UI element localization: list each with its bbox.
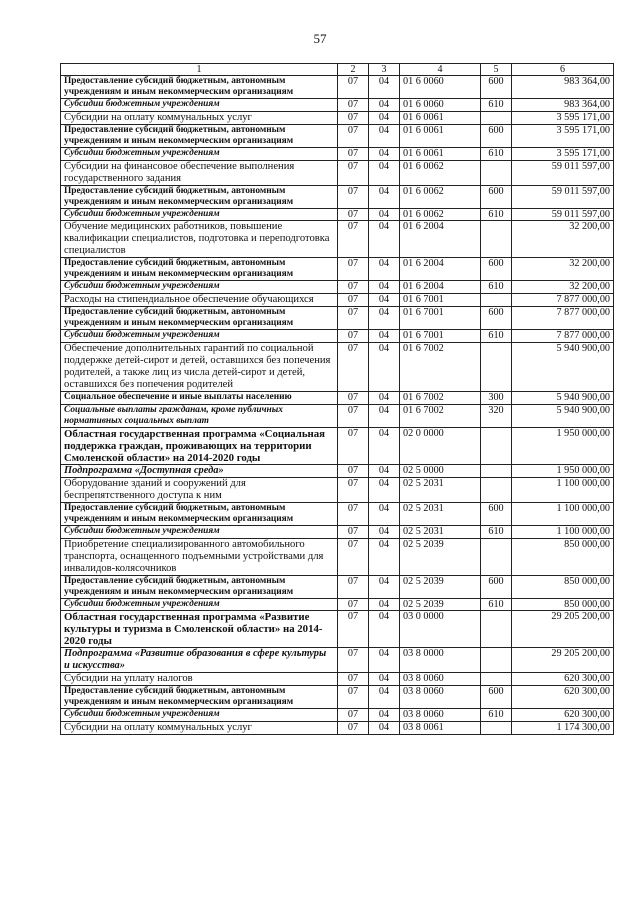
- row-subsection-cell: 04: [369, 464, 400, 477]
- table-row: [61, 404, 614, 427]
- row-subsection-cell: 04: [369, 342, 400, 391]
- row-amount-cell: 7 877 000,00: [512, 307, 614, 330]
- row-name-cell: Предоставление субсидий бюджетным, автономным учреждениям и иным некоммерческим организациям: [61, 686, 338, 709]
- row-section-cell: 07: [338, 673, 369, 686]
- table-row: [61, 427, 614, 464]
- row-section-cell: 07: [338, 281, 369, 294]
- row-amount-cell: 5 940 900,00: [512, 391, 614, 404]
- row-amount-cell: 620 300,00: [512, 673, 614, 686]
- row-subsection-cell: 04: [369, 502, 400, 525]
- row-name-cell: Социальные выплаты гражданам, кроме публичных нормативных социальных выплат: [61, 404, 338, 427]
- row-subsection-cell: 04: [369, 330, 400, 343]
- row-expense-type-cell: [481, 611, 512, 648]
- table-row: [61, 525, 614, 538]
- row-subsection-cell: 04: [369, 575, 400, 598]
- row-expense-type-cell: 610: [481, 330, 512, 343]
- table-row: [61, 76, 614, 99]
- table-row: [61, 709, 614, 722]
- row-target-code-cell: 01 6 0061: [400, 147, 481, 160]
- row-expense-type-cell: [481, 648, 512, 673]
- row-section-cell: 07: [338, 611, 369, 648]
- row-name-cell: Субсидии бюджетным учреждениям: [61, 208, 338, 221]
- row-amount-cell: 850 000,00: [512, 598, 614, 611]
- table-row: [61, 294, 614, 307]
- table-row: [61, 464, 614, 477]
- row-section-cell: 07: [338, 258, 369, 281]
- header-col-4: 4: [400, 64, 481, 76]
- table-row: [61, 611, 614, 648]
- row-target-code-cell: 01 6 2004: [400, 258, 481, 281]
- row-target-code-cell: 02 5 2031: [400, 502, 481, 525]
- row-name-cell: Предоставление субсидий бюджетным, автономным учреждениям и иным некоммерческим организациям: [61, 502, 338, 525]
- row-target-code-cell: 03 0 0000: [400, 611, 481, 648]
- row-expense-type-cell: 610: [481, 525, 512, 538]
- row-amount-cell: 29 205 200,00: [512, 648, 614, 673]
- row-section-cell: 07: [338, 598, 369, 611]
- row-expense-type-cell: [481, 427, 512, 464]
- table-row: [61, 686, 614, 709]
- row-section-cell: 07: [338, 147, 369, 160]
- row-expense-type-cell: 600: [481, 575, 512, 598]
- row-name-cell: Субсидии на финансовое обеспечение выполнения государственного задания: [61, 160, 338, 185]
- row-section-cell: 07: [338, 709, 369, 722]
- row-subsection-cell: 04: [369, 722, 400, 735]
- table-row: [61, 307, 614, 330]
- row-section-cell: 07: [338, 722, 369, 735]
- row-target-code-cell: 01 6 7001: [400, 307, 481, 330]
- row-section-cell: 07: [338, 464, 369, 477]
- row-section-cell: 07: [338, 294, 369, 307]
- row-section-cell: 07: [338, 99, 369, 112]
- row-name-cell: Оборудование зданий и сооружений для беспрепятственного доступа к ним: [61, 477, 338, 502]
- row-amount-cell: 620 300,00: [512, 686, 614, 709]
- row-amount-cell: 983 364,00: [512, 99, 614, 112]
- row-subsection-cell: 04: [369, 258, 400, 281]
- row-name-cell: Областная государственная программа «Социальная поддержка граждан, проживающих на территории Смоленской области» на 2014-2020 годы: [61, 427, 338, 464]
- row-amount-cell: 850 000,00: [512, 575, 614, 598]
- row-target-code-cell: 02 5 0000: [400, 464, 481, 477]
- row-target-code-cell: 02 5 2039: [400, 598, 481, 611]
- row-expense-type-cell: [481, 464, 512, 477]
- row-name-cell: Субсидии бюджетным учреждениям: [61, 99, 338, 112]
- row-section-cell: 07: [338, 686, 369, 709]
- row-target-code-cell: 01 6 7002: [400, 342, 481, 391]
- row-subsection-cell: 04: [369, 427, 400, 464]
- row-section-cell: 07: [338, 185, 369, 208]
- row-amount-cell: 1 174 300,00: [512, 722, 614, 735]
- row-expense-type-cell: [481, 221, 512, 258]
- row-expense-type-cell: [481, 111, 512, 124]
- page-number: 57: [313, 31, 327, 46]
- row-section-cell: 07: [338, 538, 369, 575]
- table-row: [61, 99, 614, 112]
- budget-table: [60, 63, 614, 735]
- row-name-cell: Обучение медицинских работников, повышение квалификации специалистов, подготовка и переподготовка специалистов: [61, 221, 338, 258]
- row-target-code-cell: 03 8 0060: [400, 686, 481, 709]
- row-target-code-cell: 01 6 0061: [400, 124, 481, 147]
- row-expense-type-cell: 600: [481, 502, 512, 525]
- row-name-cell: Предоставление субсидий бюджетным, автономным учреждениям и иным некоммерческим организациям: [61, 258, 338, 281]
- row-section-cell: 07: [338, 330, 369, 343]
- row-target-code-cell: 01 6 0062: [400, 160, 481, 185]
- row-amount-cell: 3 595 171,00: [512, 111, 614, 124]
- row-amount-cell: 29 205 200,00: [512, 611, 614, 648]
- row-target-code-cell: 02 5 2039: [400, 538, 481, 575]
- table-row: [61, 502, 614, 525]
- row-amount-cell: 5 940 900,00: [512, 404, 614, 427]
- row-target-code-cell: 01 6 0062: [400, 185, 481, 208]
- row-name-cell: Подпрограмма «Доступная среда»: [61, 464, 338, 477]
- row-target-code-cell: 01 6 7001: [400, 330, 481, 343]
- row-name-cell: Обеспечение дополнительных гарантий по социальной поддержке детей-сирот и детей, оставшихся без попечения родителей, а также лиц из числа детей-сирот и детей, оставшихся без попечения родителей: [61, 342, 338, 391]
- row-amount-cell: 59 011 597,00: [512, 160, 614, 185]
- row-section-cell: 07: [338, 525, 369, 538]
- row-section-cell: 07: [338, 648, 369, 673]
- row-amount-cell: 32 200,00: [512, 281, 614, 294]
- row-expense-type-cell: 610: [481, 147, 512, 160]
- row-name-cell: Субсидии бюджетным учреждениям: [61, 281, 338, 294]
- row-expense-type-cell: 600: [481, 185, 512, 208]
- row-subsection-cell: 04: [369, 525, 400, 538]
- row-subsection-cell: 04: [369, 160, 400, 185]
- row-amount-cell: 1 100 000,00: [512, 502, 614, 525]
- row-name-cell: Предоставление субсидий бюджетным, автономным учреждениям и иным некоммерческим организациям: [61, 185, 338, 208]
- row-name-cell: Субсидии бюджетным учреждениям: [61, 709, 338, 722]
- row-subsection-cell: 04: [369, 124, 400, 147]
- row-section-cell: 07: [338, 477, 369, 502]
- header-row: [61, 64, 614, 76]
- row-section-cell: 07: [338, 76, 369, 99]
- row-subsection-cell: 04: [369, 208, 400, 221]
- row-expense-type-cell: 610: [481, 208, 512, 221]
- row-target-code-cell: 01 6 7002: [400, 404, 481, 427]
- row-subsection-cell: 04: [369, 477, 400, 502]
- row-amount-cell: 620 300,00: [512, 709, 614, 722]
- table-row: [61, 124, 614, 147]
- table-row: [61, 598, 614, 611]
- table-row: [61, 221, 614, 258]
- row-subsection-cell: 04: [369, 221, 400, 258]
- row-subsection-cell: 04: [369, 673, 400, 686]
- row-section-cell: 07: [338, 427, 369, 464]
- row-name-cell: Приобретение специализированного автомобильного транспорта, оснащенного подъемными устройствами для инвалидов-колясочников: [61, 538, 338, 575]
- row-name-cell: Предоставление субсидий бюджетным, автономным учреждениям и иным некоммерческим организациям: [61, 307, 338, 330]
- row-section-cell: 07: [338, 160, 369, 185]
- row-target-code-cell: 01 6 0060: [400, 99, 481, 112]
- row-expense-type-cell: 600: [481, 76, 512, 99]
- row-target-code-cell: 02 5 2031: [400, 477, 481, 502]
- row-subsection-cell: 04: [369, 307, 400, 330]
- row-subsection-cell: 04: [369, 686, 400, 709]
- row-amount-cell: 59 011 597,00: [512, 208, 614, 221]
- row-name-cell: Предоставление субсидий бюджетным, автономным учреждениям и иным некоммерческим организациям: [61, 124, 338, 147]
- row-expense-type-cell: 600: [481, 307, 512, 330]
- row-name-cell: Социальное обеспечение и иные выплаты населению: [61, 391, 338, 404]
- row-section-cell: 07: [338, 111, 369, 124]
- table-row: [61, 477, 614, 502]
- row-name-cell: Субсидии на оплату коммунальных услуг: [61, 722, 338, 735]
- table-row: [61, 673, 614, 686]
- table-row: [61, 185, 614, 208]
- table-row: [61, 648, 614, 673]
- row-target-code-cell: 01 6 7002: [400, 391, 481, 404]
- row-expense-type-cell: 300: [481, 391, 512, 404]
- table-row: [61, 160, 614, 185]
- row-section-cell: 07: [338, 391, 369, 404]
- row-target-code-cell: 01 6 0061: [400, 111, 481, 124]
- row-name-cell: Субсидии на уплату налогов: [61, 673, 338, 686]
- row-expense-type-cell: [481, 294, 512, 307]
- table-row: [61, 281, 614, 294]
- row-section-cell: 07: [338, 502, 369, 525]
- row-name-cell: Субсидии бюджетным учреждениям: [61, 525, 338, 538]
- row-name-cell: Областная государственная программа «Развитие культуры и туризма в Смоленской области» на 2014-2020 годы: [61, 611, 338, 648]
- header-col-1: 1: [61, 64, 338, 76]
- row-subsection-cell: 04: [369, 404, 400, 427]
- row-target-code-cell: 01 6 2004: [400, 221, 481, 258]
- row-target-code-cell: 02 5 2031: [400, 525, 481, 538]
- row-amount-cell: 3 595 171,00: [512, 124, 614, 147]
- row-amount-cell: 7 877 000,00: [512, 330, 614, 343]
- row-section-cell: 07: [338, 342, 369, 391]
- table-row: [61, 342, 614, 391]
- row-expense-type-cell: [481, 477, 512, 502]
- header-col-3: 3: [369, 64, 400, 76]
- header-col-5: 5: [481, 64, 512, 76]
- row-expense-type-cell: 610: [481, 281, 512, 294]
- row-section-cell: 07: [338, 221, 369, 258]
- table-row: [61, 391, 614, 404]
- row-subsection-cell: 04: [369, 294, 400, 307]
- row-section-cell: 07: [338, 208, 369, 221]
- table-row: [61, 258, 614, 281]
- row-subsection-cell: 04: [369, 709, 400, 722]
- row-expense-type-cell: [481, 538, 512, 575]
- row-name-cell: Предоставление субсидий бюджетным, автономным учреждениям и иным некоммерческим организациям: [61, 76, 338, 99]
- header-col-6: 6: [512, 64, 614, 76]
- row-target-code-cell: 02 5 2039: [400, 575, 481, 598]
- row-expense-type-cell: 320: [481, 404, 512, 427]
- row-subsection-cell: 04: [369, 391, 400, 404]
- table-row: [61, 147, 614, 160]
- row-subsection-cell: 04: [369, 598, 400, 611]
- row-amount-cell: 59 011 597,00: [512, 185, 614, 208]
- row-target-code-cell: 01 6 0060: [400, 76, 481, 99]
- row-amount-cell: 1 950 000,00: [512, 464, 614, 477]
- row-target-code-cell: 01 6 0062: [400, 208, 481, 221]
- row-expense-type-cell: [481, 673, 512, 686]
- header-col-2: 2: [338, 64, 369, 76]
- table-row: [61, 208, 614, 221]
- row-subsection-cell: 04: [369, 147, 400, 160]
- row-name-cell: Расходы на стипендиальное обеспечение обучающихся: [61, 294, 338, 307]
- row-expense-type-cell: [481, 342, 512, 391]
- row-section-cell: 07: [338, 124, 369, 147]
- row-section-cell: 07: [338, 404, 369, 427]
- row-name-cell: Субсидии бюджетным учреждениям: [61, 330, 338, 343]
- row-subsection-cell: 04: [369, 99, 400, 112]
- row-expense-type-cell: 610: [481, 598, 512, 611]
- row-subsection-cell: 04: [369, 611, 400, 648]
- row-subsection-cell: 04: [369, 538, 400, 575]
- row-amount-cell: 1 100 000,00: [512, 477, 614, 502]
- row-name-cell: Предоставление субсидий бюджетным, автономным учреждениям и иным некоммерческим организациям: [61, 575, 338, 598]
- row-section-cell: 07: [338, 575, 369, 598]
- row-expense-type-cell: 610: [481, 709, 512, 722]
- row-amount-cell: 32 200,00: [512, 258, 614, 281]
- row-amount-cell: 3 595 171,00: [512, 147, 614, 160]
- row-amount-cell: 7 877 000,00: [512, 294, 614, 307]
- row-subsection-cell: 04: [369, 111, 400, 124]
- row-target-code-cell: 03 8 0060: [400, 673, 481, 686]
- row-target-code-cell: 03 8 0060: [400, 709, 481, 722]
- row-expense-type-cell: [481, 160, 512, 185]
- row-name-cell: Субсидии бюджетным учреждениям: [61, 598, 338, 611]
- row-target-code-cell: 03 8 0061: [400, 722, 481, 735]
- row-target-code-cell: 02 0 0000: [400, 427, 481, 464]
- table-row: [61, 722, 614, 735]
- row-amount-cell: 1 100 000,00: [512, 525, 614, 538]
- row-amount-cell: 850 000,00: [512, 538, 614, 575]
- table-row: [61, 330, 614, 343]
- row-amount-cell: 983 364,00: [512, 76, 614, 99]
- row-name-cell: Субсидии на оплату коммунальных услуг: [61, 111, 338, 124]
- row-expense-type-cell: 600: [481, 258, 512, 281]
- row-expense-type-cell: 600: [481, 686, 512, 709]
- row-target-code-cell: 03 8 0000: [400, 648, 481, 673]
- row-expense-type-cell: [481, 722, 512, 735]
- table-row: [61, 538, 614, 575]
- row-subsection-cell: 04: [369, 281, 400, 294]
- row-expense-type-cell: 610: [481, 99, 512, 112]
- row-target-code-cell: 01 6 7001: [400, 294, 481, 307]
- row-name-cell: Подпрограмма «Развитие образования в сфере культуры и искусства»: [61, 648, 338, 673]
- row-expense-type-cell: 600: [481, 124, 512, 147]
- row-amount-cell: 32 200,00: [512, 221, 614, 258]
- row-target-code-cell: 01 6 2004: [400, 281, 481, 294]
- row-amount-cell: 1 950 000,00: [512, 427, 614, 464]
- table-row: [61, 111, 614, 124]
- row-subsection-cell: 04: [369, 648, 400, 673]
- row-section-cell: 07: [338, 307, 369, 330]
- row-subsection-cell: 04: [369, 76, 400, 99]
- row-amount-cell: 5 940 900,00: [512, 342, 614, 391]
- table-row: [61, 575, 614, 598]
- row-name-cell: Субсидии бюджетным учреждениям: [61, 147, 338, 160]
- row-subsection-cell: 04: [369, 185, 400, 208]
